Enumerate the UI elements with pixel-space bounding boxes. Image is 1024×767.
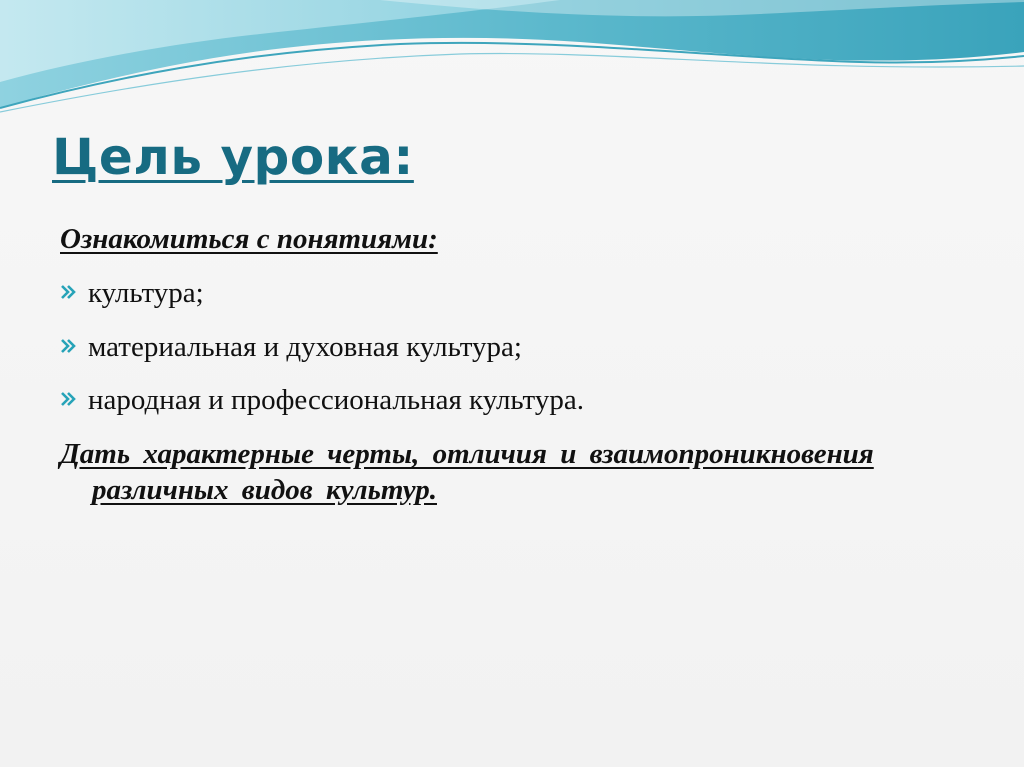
- slide-body: [60, 222, 940, 508]
- lesson-goal-text: Дать характерные черты, отличия и взаимопроникновения различных видов культур.: [60, 438, 874, 506]
- list-item-label: народная и профессиональная культура.: [88, 384, 584, 417]
- slide-title: Цель урока:: [52, 128, 414, 186]
- arrowhead-bullet-icon: [60, 276, 88, 300]
- list-item: [60, 383, 940, 418]
- concepts-intro: Ознакомиться с понятиями:: [60, 223, 438, 255]
- list-item: [60, 276, 940, 311]
- list-item-label: материальная и духовная культура;: [88, 330, 522, 363]
- arrowhead-bullet-icon: [60, 383, 88, 407]
- decorative-wave-header: [0, 0, 1024, 130]
- list-item: [60, 330, 940, 365]
- concepts-list: [60, 276, 940, 418]
- list-item-label: культура;: [88, 276, 204, 309]
- arrowhead-bullet-icon: [60, 330, 88, 354]
